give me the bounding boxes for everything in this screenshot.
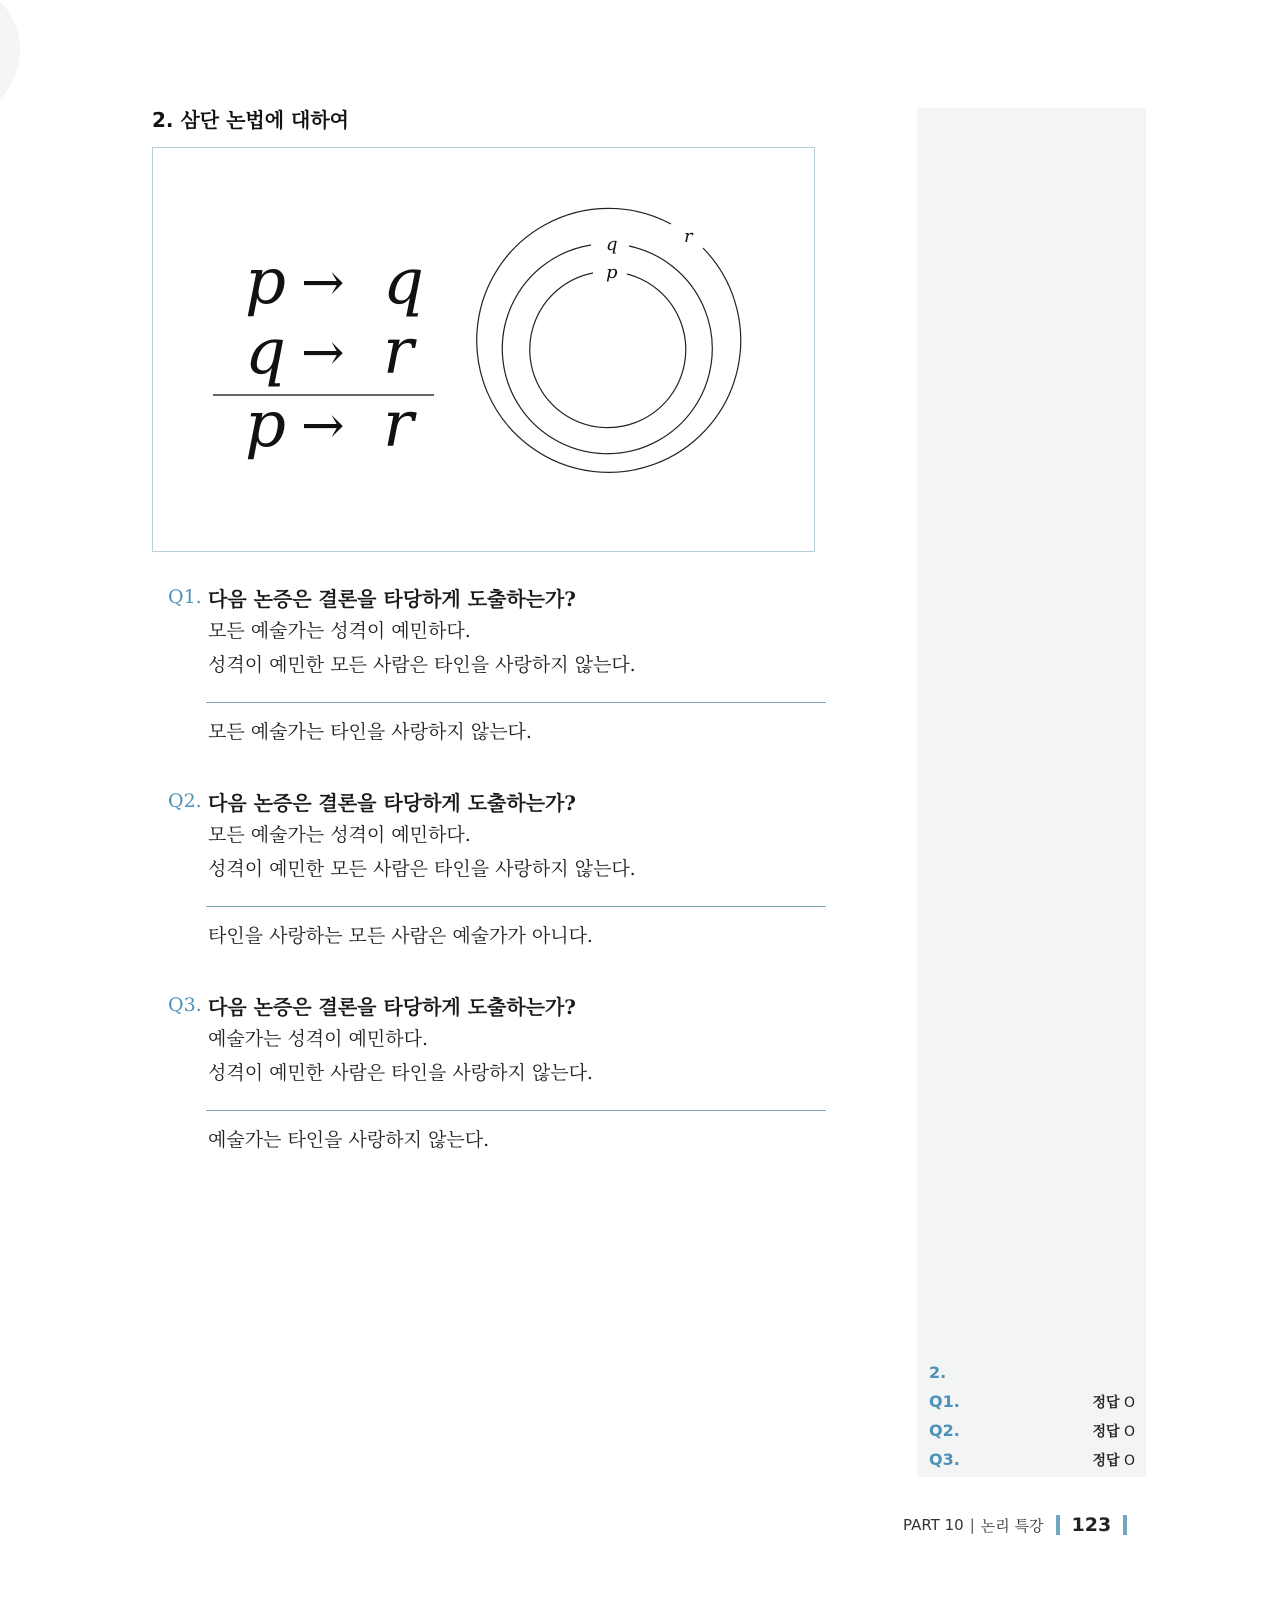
premise: 성격이 예민한 모든 사람은 타인을 사랑하지 않는다. xyxy=(208,654,636,676)
answer-value: O xyxy=(1123,1452,1135,1469)
circle-label-p: p xyxy=(606,262,618,283)
premise: 성격이 예민한 사람은 타인을 사랑하지 않는다. xyxy=(208,1062,593,1084)
conclusion: 예술가는 타인을 사랑하지 않는다. xyxy=(208,1129,490,1151)
page-footer xyxy=(903,1510,1139,1540)
footer-separator: | xyxy=(969,1516,975,1534)
formula-2-arrow: → xyxy=(301,323,345,383)
formula-1-consequent: q xyxy=(383,245,424,319)
footer-part: PART 10 xyxy=(903,1516,964,1534)
syllogism-diagram xyxy=(153,148,816,553)
answer-row xyxy=(929,1445,1135,1474)
answer-row xyxy=(929,1416,1135,1445)
answer-label: Q3. xyxy=(929,1450,960,1469)
answer-prefix: 정답 xyxy=(1092,1423,1120,1440)
footer-topic: 논리 특강 xyxy=(980,1516,1044,1535)
conclusion-divider xyxy=(206,906,826,907)
footer-bar-left xyxy=(1056,1515,1060,1535)
page-number: 123 xyxy=(1071,1514,1112,1536)
formula-1-antecedent: p xyxy=(245,245,286,319)
corner-decoration xyxy=(0,0,20,120)
question-number: Q2. xyxy=(168,790,202,812)
conclusion-divider xyxy=(206,1110,826,1111)
question-3 xyxy=(168,988,828,1152)
answer-prefix: 정답 xyxy=(1092,1394,1120,1411)
answer-value: O xyxy=(1123,1394,1135,1411)
conclusion: 타인을 사랑하는 모든 사람은 예술가가 아니다. xyxy=(208,925,593,947)
question-prompt: 다음 논증은 결론을 타당하게 도출하는가? xyxy=(208,586,577,611)
circle-p xyxy=(530,273,686,428)
question-number: Q3. xyxy=(168,994,202,1016)
circle-label-r: r xyxy=(684,226,693,247)
question-number: Q1. xyxy=(168,586,202,608)
circle-label-q: q xyxy=(606,234,618,255)
answer-section-label: 2. xyxy=(929,1363,947,1382)
conclusion-divider xyxy=(206,702,826,703)
formula-3-consequent: r xyxy=(383,388,414,462)
answer-sidebar xyxy=(917,108,1146,1477)
answer-key xyxy=(929,1358,1135,1474)
footer-bar-right xyxy=(1123,1515,1127,1535)
question-2 xyxy=(168,784,828,948)
formula-3-antecedent: p xyxy=(245,388,286,462)
answer-prefix: 정답 xyxy=(1092,1452,1120,1469)
premise: 성격이 예민한 모든 사람은 타인을 사랑하지 않는다. xyxy=(208,858,636,880)
answer-value: O xyxy=(1123,1423,1135,1440)
question-prompt: 다음 논증은 결론을 타당하게 도출하는가? xyxy=(208,994,577,1019)
section-title: 2. 삼단 논법에 대하여 xyxy=(152,108,349,132)
formula-3-arrow: → xyxy=(301,396,345,456)
question-1 xyxy=(168,580,828,744)
premise: 예술가는 성격이 예민하다. xyxy=(208,1028,429,1050)
formula-2-consequent: r xyxy=(383,315,414,389)
question-prompt: 다음 논증은 결론을 타당하게 도출하는가? xyxy=(208,790,577,815)
conclusion: 모든 예술가는 타인을 사랑하지 않는다. xyxy=(208,721,532,743)
syllogism-figure xyxy=(152,147,815,552)
premise: 모든 예술가는 성격이 예민하다. xyxy=(208,620,471,642)
answer-label: Q1. xyxy=(929,1392,960,1411)
formula-2-antecedent: q xyxy=(245,315,286,389)
answer-label: Q2. xyxy=(929,1421,960,1440)
formula-1-arrow: → xyxy=(301,253,345,313)
premise: 모든 예술가는 성격이 예민하다. xyxy=(208,824,471,846)
answer-row xyxy=(929,1387,1135,1416)
